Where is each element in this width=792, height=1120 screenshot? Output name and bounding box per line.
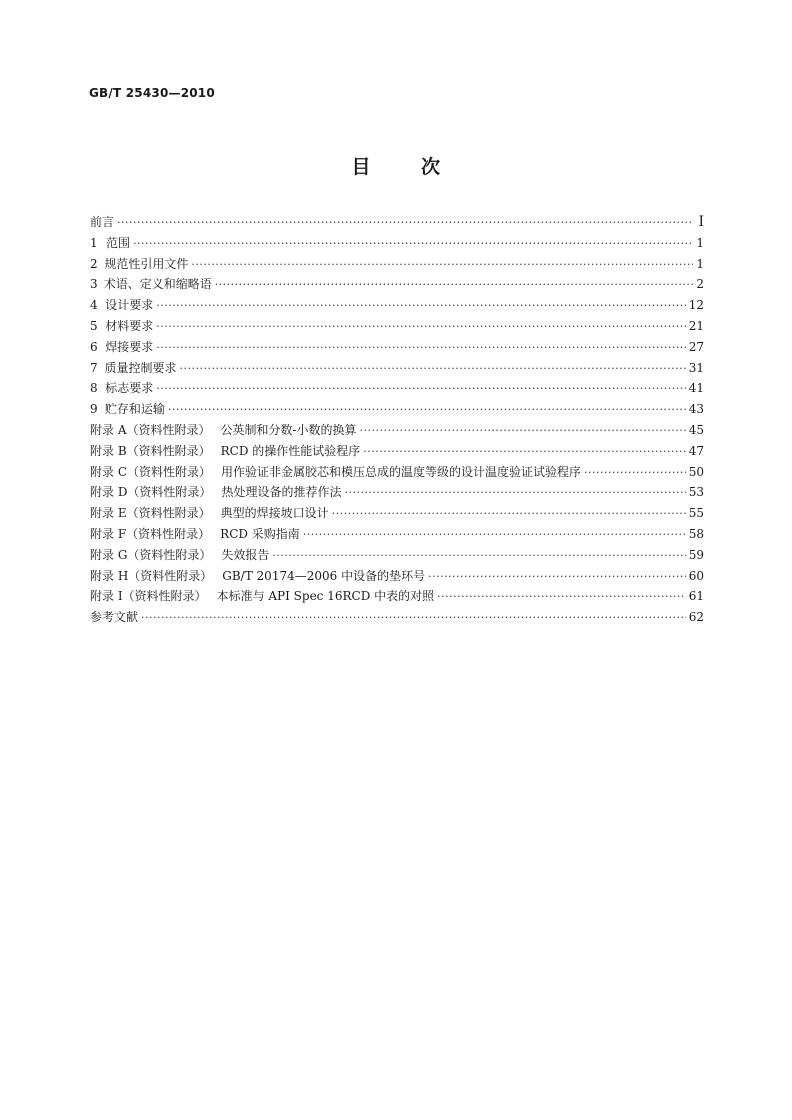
toc-entry-number: 5 bbox=[90, 318, 98, 333]
toc-entry-annex-label: 附录 D（资料性附录） bbox=[90, 485, 212, 500]
toc-entry[interactable] bbox=[90, 316, 704, 337]
toc-entry-title: 材料要求 bbox=[105, 318, 154, 333]
toc-entry-title: 热处理设备的推荐作法 bbox=[221, 485, 342, 500]
toc-entry-page-number: 62 bbox=[688, 610, 704, 625]
toc-dot-leader bbox=[272, 546, 685, 567]
toc-entry[interactable] bbox=[90, 358, 704, 379]
toc-entry-title: 参考文献 bbox=[90, 610, 139, 625]
toc-entry-title: 本标准与 API Spec 16RCD 中表的对照 bbox=[216, 589, 435, 604]
toc-entry-number: 9 bbox=[90, 402, 98, 417]
toc-entry[interactable] bbox=[90, 212, 704, 233]
toc-entry-annex-label: 附录 I（资料性附录） bbox=[90, 589, 207, 604]
toc-entry-title: 规范性引用文件 bbox=[104, 256, 189, 271]
toc-entry[interactable] bbox=[90, 503, 704, 524]
toc-entry[interactable] bbox=[90, 545, 704, 566]
toc-entry-title: RCD 采购指南 bbox=[220, 526, 300, 541]
toc-entry[interactable] bbox=[90, 254, 704, 275]
toc-entry-page-number: 47 bbox=[688, 443, 704, 458]
toc-entry-title: GB/T 20174—2006 中设备的垫环号 bbox=[222, 568, 426, 583]
toc-dot-leader bbox=[191, 255, 693, 276]
page-title bbox=[0, 152, 792, 179]
toc-dot-leader bbox=[133, 234, 693, 255]
toc-entry-number: 3 bbox=[90, 277, 98, 292]
toc-entry-page-number: 60 bbox=[688, 568, 704, 583]
toc-entry-page-number: 1 bbox=[696, 256, 704, 271]
toc-entry-title: 公英制和分数-小数的换算 bbox=[220, 422, 357, 437]
toc-entry-page-number: Ⅰ bbox=[698, 214, 704, 230]
toc-entry-page-number: 12 bbox=[688, 298, 704, 313]
toc-entry-annex-label: 附录 F（资料性附录） bbox=[90, 526, 211, 541]
toc-entry[interactable] bbox=[90, 337, 704, 358]
toc-entry-annex-label: 附录 H（资料性附录） bbox=[90, 568, 213, 583]
toc-dot-leader bbox=[363, 442, 685, 463]
toc-dot-leader bbox=[117, 213, 693, 234]
toc-entry-title: 失效报告 bbox=[221, 547, 270, 562]
toc-entry-number: 8 bbox=[90, 381, 98, 396]
toc-entry-annex-label: 附录 G（资料性附录） bbox=[90, 547, 212, 562]
toc-dot-leader bbox=[584, 463, 686, 484]
toc-entry[interactable] bbox=[90, 524, 704, 545]
toc-entry-page-number: 31 bbox=[688, 360, 704, 375]
standard-code: GB/T 25430—2010 bbox=[89, 86, 215, 100]
toc-entry-title: 术语、定义和缩略语 bbox=[103, 277, 212, 292]
toc-dot-leader bbox=[215, 275, 693, 296]
toc-dot-leader bbox=[156, 338, 686, 359]
title-char-1: 目 bbox=[351, 156, 371, 178]
toc-entry-page-number: 1 bbox=[696, 235, 704, 250]
toc-entry-annex-label: 附录 C（资料性附录） bbox=[90, 464, 211, 479]
toc-dot-leader bbox=[303, 525, 686, 546]
toc-entry-annex-label: 附录 E（资料性附录） bbox=[90, 506, 211, 521]
toc-dot-leader bbox=[168, 400, 686, 421]
toc-dot-leader bbox=[332, 504, 686, 525]
toc-entry[interactable] bbox=[90, 420, 704, 441]
toc-entry-page-number: 2 bbox=[696, 277, 704, 292]
toc-entry-page-number: 53 bbox=[688, 485, 704, 500]
toc-entry-annex-label: 附录 B（资料性附录） bbox=[90, 443, 211, 458]
toc-entry-title: 范围 bbox=[106, 235, 131, 250]
toc-dot-leader bbox=[180, 359, 686, 380]
toc-entry-page-number: 45 bbox=[688, 422, 704, 437]
toc-entry-title: 质量控制要求 bbox=[104, 360, 177, 375]
toc-dot-leader bbox=[428, 567, 686, 588]
toc-entry-title: RCD 的操作性能试验程序 bbox=[220, 443, 361, 458]
toc-entry-title: 前言 bbox=[90, 215, 115, 229]
toc-entry-title: 标志要求 bbox=[105, 381, 154, 396]
toc-dot-leader bbox=[141, 608, 686, 629]
toc-entry-page-number: 41 bbox=[688, 381, 704, 396]
toc-entry-number: 7 bbox=[90, 360, 98, 375]
toc-entry-page-number: 27 bbox=[688, 339, 704, 354]
toc-dot-leader bbox=[156, 379, 686, 400]
toc-entry[interactable] bbox=[90, 399, 704, 420]
toc-entry-title: 焊接要求 bbox=[105, 339, 154, 354]
toc-entry-title: 用作验证非金属胶芯和模压总成的温度等级的设计温度验证试验程序 bbox=[221, 464, 582, 479]
table-of-contents bbox=[90, 212, 704, 628]
toc-entry[interactable] bbox=[90, 566, 704, 587]
toc-dot-leader bbox=[156, 296, 686, 317]
toc-entry-page-number: 61 bbox=[688, 589, 704, 604]
toc-entry[interactable] bbox=[90, 441, 704, 462]
toc-entry-title: 贮存和运输 bbox=[104, 402, 165, 417]
toc-entry-annex-label: 附录 A（资料性附录） bbox=[90, 422, 211, 437]
toc-entry-page-number: 58 bbox=[688, 526, 704, 541]
title-char-2: 次 bbox=[421, 156, 441, 178]
toc-entry[interactable] bbox=[90, 295, 704, 316]
toc-entry-number: 4 bbox=[90, 298, 98, 313]
toc-dot-leader bbox=[437, 587, 686, 608]
toc-dot-leader bbox=[156, 317, 686, 338]
toc-dot-leader bbox=[360, 421, 686, 442]
toc-entry[interactable] bbox=[90, 607, 704, 628]
toc-entry-number: 1 bbox=[90, 235, 98, 250]
toc-entry[interactable] bbox=[90, 233, 704, 254]
toc-entry-page-number: 50 bbox=[688, 464, 704, 479]
toc-entry[interactable] bbox=[90, 586, 704, 607]
toc-entry[interactable] bbox=[90, 274, 704, 295]
toc-entry-number: 2 bbox=[90, 256, 98, 271]
toc-entry-title: 设计要求 bbox=[105, 298, 154, 313]
toc-entry[interactable] bbox=[90, 462, 704, 483]
toc-entry-page-number: 21 bbox=[688, 318, 704, 333]
toc-entry[interactable] bbox=[90, 378, 704, 399]
toc-entry-page-number: 43 bbox=[688, 402, 704, 417]
toc-entry[interactable] bbox=[90, 482, 704, 503]
toc-dot-leader bbox=[344, 483, 685, 504]
toc-entry-page-number: 59 bbox=[688, 547, 704, 562]
toc-entry-number: 6 bbox=[90, 339, 98, 354]
toc-entry-title: 典型的焊接坡口设计 bbox=[220, 506, 329, 521]
toc-entry-page-number: 55 bbox=[688, 506, 704, 521]
